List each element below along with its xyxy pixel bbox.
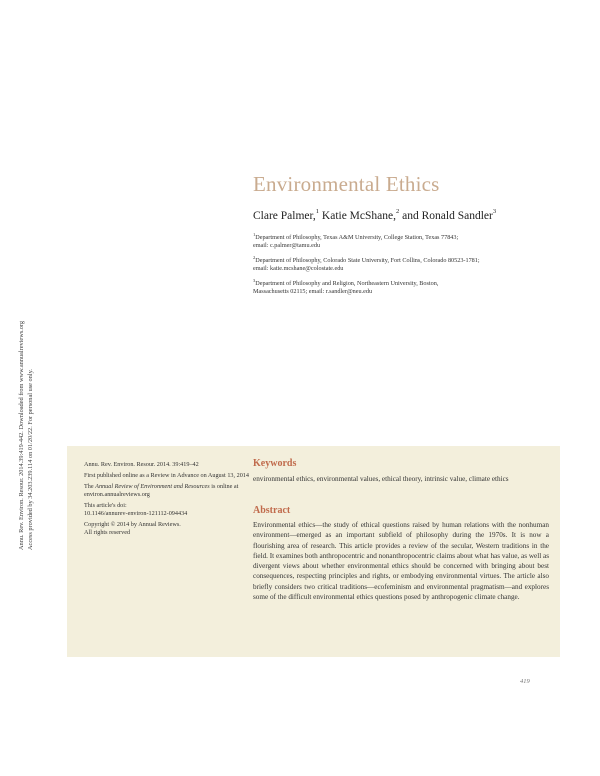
affiliation-email: email: c.palmer@tamu.edu bbox=[253, 242, 321, 250]
journal-suffix: is bbox=[209, 483, 216, 490]
keywords-text: environmental ethics, environmental values, ethical theory, intrinsic value, climate ethics bbox=[253, 475, 509, 483]
doi-block bbox=[84, 502, 250, 518]
author-affiliation-mark: 3 bbox=[492, 208, 497, 215]
journal-name: Annual Review of Environment and Resources bbox=[95, 483, 210, 490]
download-notice-line-2: Access provided by 34.203.239.114 on 01/20/22. For personal use only. bbox=[26, 369, 34, 550]
rights-text: All rights reserved bbox=[84, 529, 131, 536]
download-notice bbox=[18, 230, 58, 550]
publication-info bbox=[84, 461, 250, 540]
citation: Annu. Rev. Environ. Resour. 2014. 39:419–42 bbox=[84, 461, 199, 468]
journal-prefix: The bbox=[84, 483, 96, 490]
affiliation-email: Massachusetts 02115; email: r.sandler@neu.edu bbox=[253, 288, 373, 296]
affiliation bbox=[253, 254, 553, 273]
abstract-heading: Abstract bbox=[253, 505, 291, 516]
author-name: and Ronald Sandler bbox=[402, 209, 493, 222]
copyright-block bbox=[84, 521, 250, 537]
page-number: 419 bbox=[520, 678, 530, 685]
journal-online-note bbox=[84, 483, 250, 499]
journal-online-url: online at environ.annualreviews.org bbox=[84, 483, 239, 498]
author-name: Katie McShane, bbox=[321, 209, 396, 222]
affiliation-email: email: katie.mcshane@colostate.edu bbox=[253, 265, 344, 273]
author-list bbox=[253, 209, 496, 222]
author-affiliation-mark: 2 bbox=[396, 208, 400, 215]
first-published-note: First published online as a Review in Advance on August 13, 2014 bbox=[84, 472, 249, 479]
author-name: Clare Palmer, bbox=[253, 209, 316, 222]
doi-label: This article's doi: bbox=[84, 502, 127, 509]
copyright-text: Copyright © 2014 by Annual Reviews. bbox=[84, 521, 181, 528]
affiliation-mark: 1 bbox=[253, 232, 256, 237]
author-affiliation-mark: 1 bbox=[315, 208, 320, 215]
affiliation-mark: 2 bbox=[253, 255, 256, 261]
download-notice-line-1: Annu. Rev. Environ. Resour. 2014.39:419-442. Downloaded from www.annualreviews.org bbox=[18, 320, 25, 550]
article-title: Environmental Ethics bbox=[253, 172, 440, 196]
abstract-text: Environmental ethics—the study of ethical questions raised by human relations with the nonhuman environment—emerged as an important subfield of philosophy during the 1970s. It is now a flourishing area of research. This article provides a review of the secular, Western traditions in the field. It examines both anthropocentric and nonanthropocentric claims about what has value, as well as divergent views about whether environmental ethics should be concerned with bringing about best consequences, respecting principles and rights, or embodying environmental virtues. The article also briefly considers two critical traditions—ecofeminism and environmental pragmatism—and explores some of the difficult environmental ethics questions posed by anthropogenic climate change. bbox=[253, 521, 549, 602]
keywords-heading: Keywords bbox=[253, 458, 297, 469]
affiliations bbox=[253, 231, 553, 300]
affiliation bbox=[253, 277, 553, 296]
doi-value: 10.1146/annurev-environ-121112-094434 bbox=[84, 510, 188, 517]
affiliation-text: Department of Philosophy and Religion, Northeastern University, Boston, bbox=[255, 280, 439, 288]
affiliation-text: Department of Philosophy, Texas A&M University, College Station, Texas 77843; bbox=[255, 234, 459, 242]
affiliation-text: Department of Philosophy, Colorado State University, Fort Collins, Colorado 80523-1781; bbox=[255, 257, 480, 265]
affiliation-mark: 3 bbox=[253, 278, 256, 284]
affiliation bbox=[253, 231, 553, 250]
